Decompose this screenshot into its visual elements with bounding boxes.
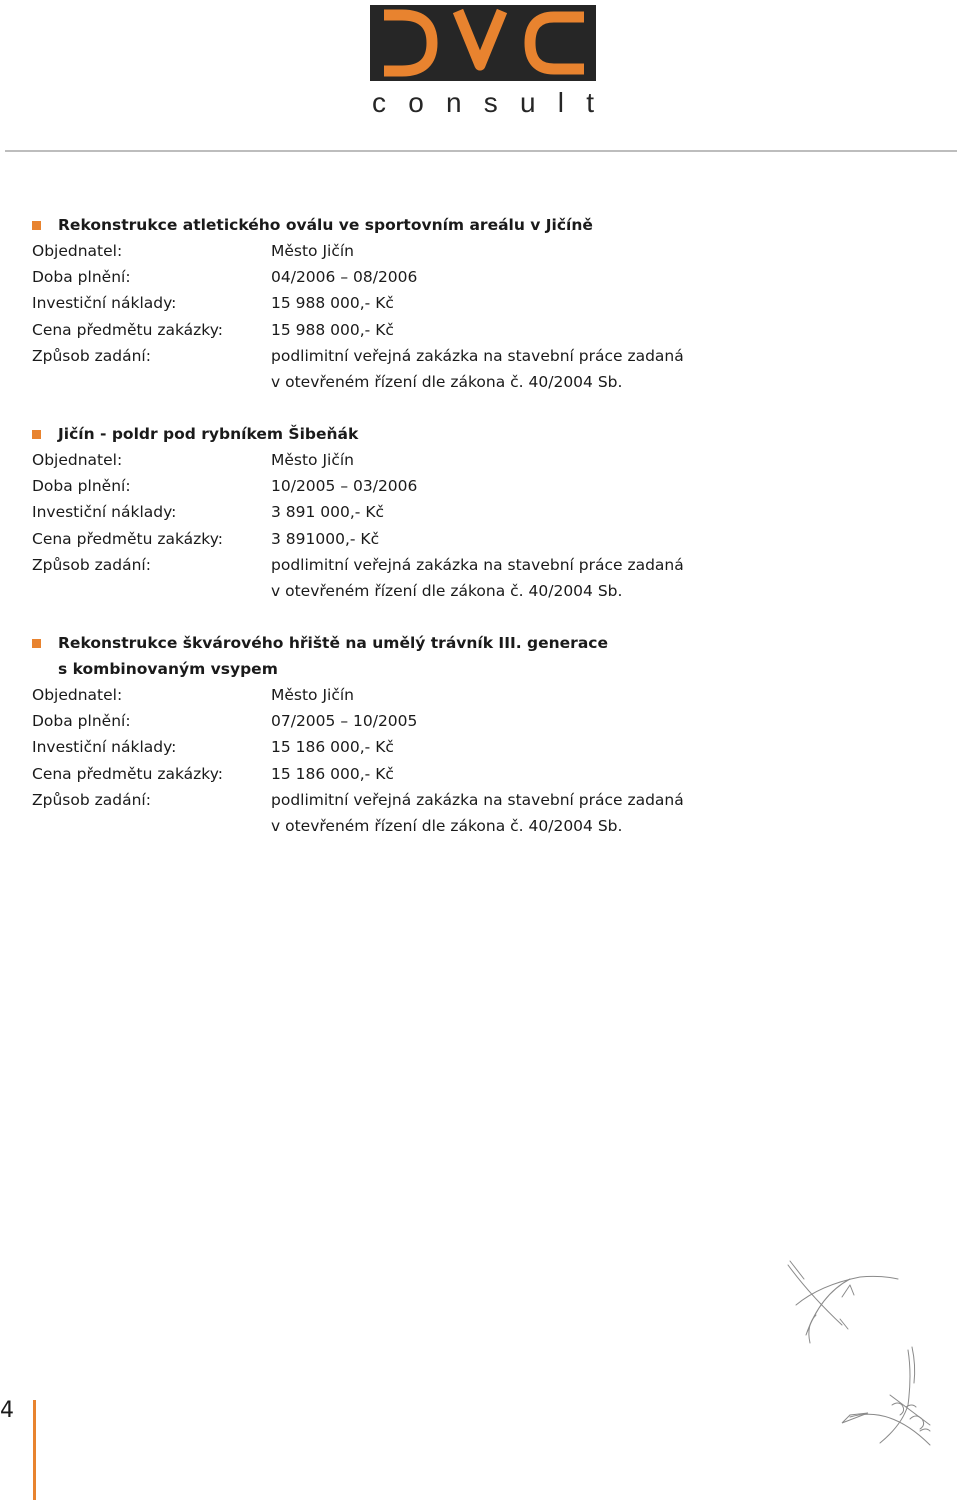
detail-row-procurement: Způsob zadání: podlimitní veřejná zakázka na stavební práce zadaná v otevřeném řízení dle zákona č. 40/2004 Sb. <box>32 555 684 601</box>
detail-row-customer: Objednatel: Město Jičín <box>32 686 355 704</box>
detail-row-customer: Objednatel: Město Jičín <box>32 242 355 260</box>
logo-letter: c <box>372 87 386 118</box>
detail-row-price: Cena předmětu zakázky: 15 186 000,- Kč <box>32 764 394 783</box>
header-divider <box>5 150 957 152</box>
footer-accent-bar <box>33 1400 36 1500</box>
logo-letter: s <box>483 87 498 118</box>
page-number: 4 <box>0 1398 14 1423</box>
logo-mark <box>370 5 596 81</box>
project-title: Jičín - poldr pod rybníkem Šibeňák <box>32 421 732 447</box>
detail-row-procurement: Způsob zadání: podlimitní veřejná zakázka na stavební práce zadaná v otevřeném řízení dle zákona č. 40/2004 Sb. <box>32 790 684 836</box>
logo-letter: n <box>445 87 462 118</box>
project-entry <box>32 212 732 395</box>
logo-letter: u <box>519 87 536 118</box>
square-bullet-icon <box>32 221 41 230</box>
detail-row-investment: Investiční náklady: 15 988 000,- Kč <box>32 294 394 313</box>
square-bullet-icon <box>32 430 41 439</box>
decorative-sketch-graphic <box>780 1255 950 1455</box>
detail-row-procurement: Způsob zadání: podlimitní veřejná zakázka na stavební práce zadaná v otevřeném řízení dle zákona č. 40/2004 Sb. <box>32 346 684 392</box>
detail-row-duration: Doba plnění: 10/2005 – 03/2006 <box>32 477 418 496</box>
detail-row-duration: Doba plnění: 04/2006 – 08/2006 <box>32 268 418 287</box>
detail-row-duration: Doba plnění: 07/2005 – 10/2005 <box>32 712 418 731</box>
logo-letter: t <box>586 87 594 118</box>
project-entry <box>32 630 732 839</box>
logo-letters-graphic <box>370 5 596 81</box>
detail-row-price: Cena předmětu zakázky: 15 988 000,- Kč <box>32 320 394 339</box>
logo-letter: o <box>408 87 424 118</box>
detail-row-price: Cena předmětu zakázky: 3 891000,- Kč <box>32 529 380 548</box>
detail-row-customer: Objednatel: Město Jičín <box>32 451 355 469</box>
logo-consult-text <box>370 89 596 117</box>
square-bullet-icon <box>32 639 41 648</box>
detail-row-investment: Investiční náklady: 3 891 000,- Kč <box>32 503 385 522</box>
dvc-consult-logo <box>370 5 596 118</box>
project-title: Rekonstrukce škvárového hřiště na umělý trávník III. generace s kombinovaným vsypem <box>32 630 732 682</box>
logo-letter: l <box>557 87 564 118</box>
detail-row-investment: Investiční náklady: 15 186 000,- Kč <box>32 738 394 757</box>
project-entry <box>32 421 732 604</box>
project-title: Rekonstrukce atletického oválu ve sportovním areálu v Jičíně <box>32 212 732 238</box>
